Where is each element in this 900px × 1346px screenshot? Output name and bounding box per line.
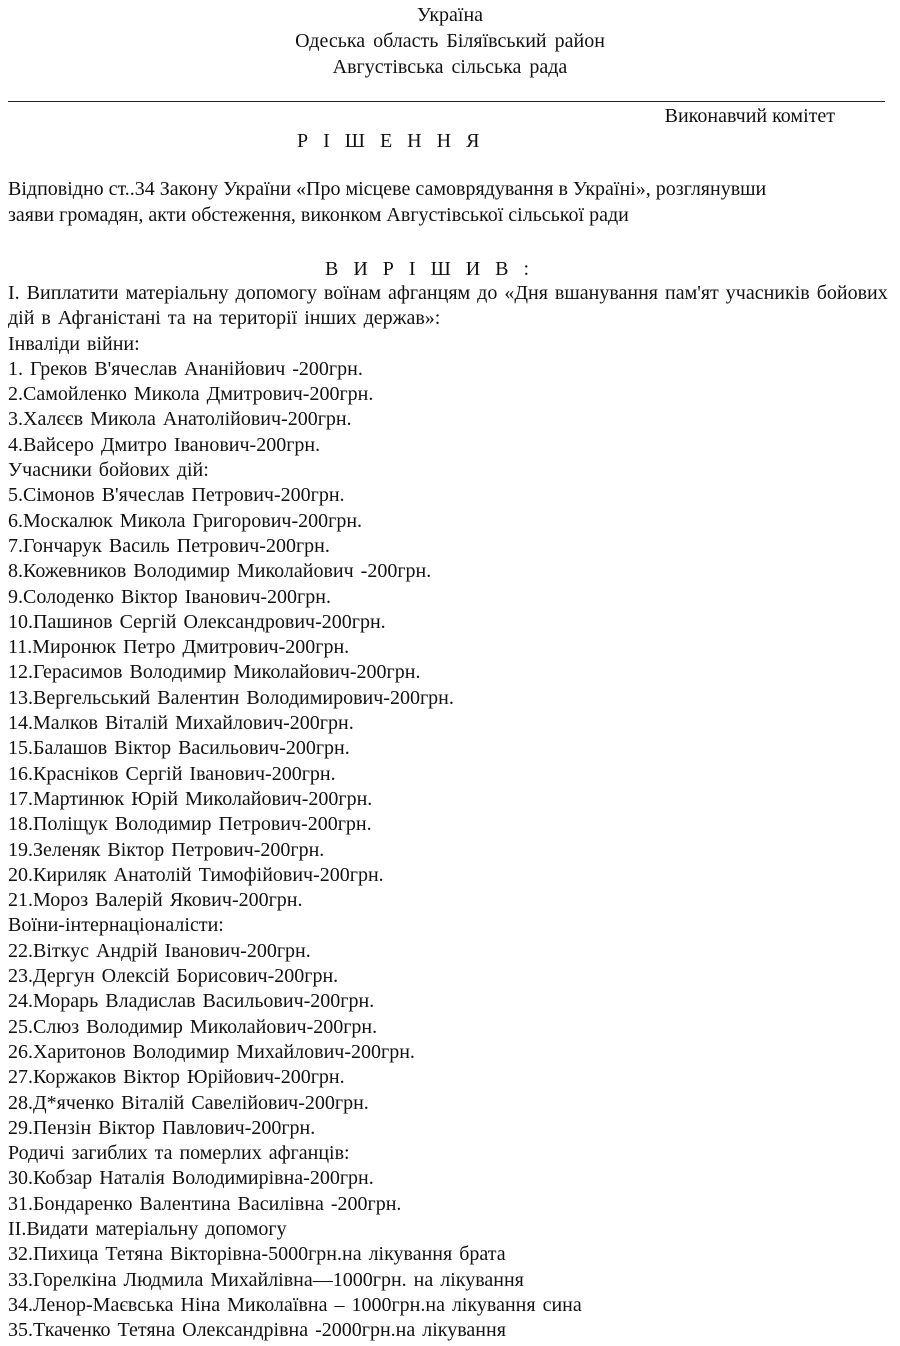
list-item: 13.Вергельський Валентин Володимирович-200грн. [8,686,454,709]
list-item: 31.Бондаренко Валентина Василівна -200грн. [8,1192,402,1215]
header-council: Августівська сільська рада [332,56,568,78]
group-list-internationalists [8,939,893,1141]
header-divider [8,101,885,102]
header-country: Україна [416,4,484,26]
list-item: 22.Віткус Андрій Іванович-200грн. [8,939,311,962]
list-item: 14.Малков Віталій Михайлович-200грн. [8,712,354,735]
list-item: 8.Кожевников Володимир Миколайович -200грн. [8,560,432,583]
group-title-internationalists: Воїни-інтернаціоналісти: [8,914,224,937]
preamble-line-1: Відповідно ст..34 Закону України «Про місцеве самоврядування в Україні», розглянувши [8,178,767,200]
list-item: 9.Солоденко Віктор Іванович-200грн. [8,585,331,608]
list-item: 30.Кобзар Наталія Володимирівна-200грн. [8,1167,374,1190]
preamble-line-2: заяви громадян, акти обстеження, виконком Августівської сільської ради [8,204,629,226]
list-item: 4.Вайсеро Дмитро Іванович-200грн. [8,433,321,456]
list-item: 20.Кириляк Анатолій Тимофійович-200грн. [8,863,384,886]
list-item: 35.Ткаченко Тетяна Олександрівна -2000грн.на лікування [8,1319,506,1342]
list-item: 26.Харитонов Володимир Михайлович-200грн. [8,1040,415,1063]
list-item: 15.Балашов Віктор Васильович-200грн. [8,737,350,760]
list-item: 7.Гончарук Василь Петрович-200грн. [8,534,330,557]
group-list-war-invalids [8,357,893,458]
list-item: 19.Зеленяк Віктор Петрович-200грн. [8,838,325,861]
decided-heading: В И Р І Ш И В : [325,258,535,280]
list-item: 32.Пихица Тетяна Вікторівна-5000грн.на лікування брата [8,1243,506,1266]
list-item: 11.Миронюк Петро Дмитрович-200грн. [8,636,350,659]
section-1-heading: І. Виплатити матеріальну допомогу воїнам афганцям до «Дня вшанування пам'ят учасників бойових дій в Афганістані та на території інших держав»: [8,282,888,330]
list-item: 18.Поліщук Володимир Петрович-200грн. [8,813,372,836]
document-title: Р І Ш Е Н Н Я [297,130,485,152]
group-list-relatives [8,1166,893,1217]
list-item: 12.Герасимов Володимир Миколайович-200грн. [8,661,421,684]
preamble [8,176,888,228]
list-item: 28.Д*яченко Віталій Савелійович-200грн. [8,1091,369,1114]
list-item: 24.Морарь Владислав Васильович-200грн. [8,990,375,1013]
section-2-heading: ІІ.Видати матеріальну допомогу [8,1217,287,1240]
decision-body [8,281,893,1343]
list-item: 16.Красніков Сергій Іванович-200грн. [8,762,336,785]
group-title-relatives: Родичі загиблих та померлих афганців: [8,1142,350,1165]
list-item: 6.Москалюк Микола Григорович-200грн. [8,509,363,532]
header-region: Одеська область Біляївський район [295,30,605,52]
list-item: 29.Пензін Віктор Павлович-200грн. [8,1116,316,1139]
list-item: 34.Ленор-Маєвська Ніна Миколаївна – 1000грн.на лікування сина [8,1293,582,1316]
group-title-combat-participants: Учасники бойових дій: [8,459,209,482]
list-item: 23.Дергун Олексій Борисович-200грн. [8,965,339,988]
list-item: 33.Горелкіна Людмила Михайлівна—1000грн. на лікування [8,1268,524,1291]
executive-committee-label: Виконавчий комітет [664,105,835,127]
group-title-war-invalids: Інваліди війни: [8,332,140,355]
list-item: 21.Мороз Валерій Якович-200грн. [8,889,303,912]
list-item: 27.Коржаков Віктор Юрійович-200грн. [8,1066,345,1089]
list-item: 10.Пашинов Сергій Олександрович-200грн. [8,610,386,633]
list-item: 1. Греков В'ячеслав Ананійович -200грн. [8,357,363,380]
list-item: 2.Самойленко Микола Дмитрович-200грн. [8,383,374,406]
list-item: 5.Сімонов В'ячеслав Петрович-200грн. [8,484,345,507]
section-2-list [8,1242,893,1343]
list-item: 17.Мартинюк Юрій Миколайович-200грн. [8,787,373,810]
list-item: 3.Халєєв Микола Анатолійович-200грн. [8,408,352,431]
list-item: 25.Слюз Володимир Миколайович-200грн. [8,1015,378,1038]
group-list-combat-participants [8,483,893,913]
document-header [0,2,900,80]
